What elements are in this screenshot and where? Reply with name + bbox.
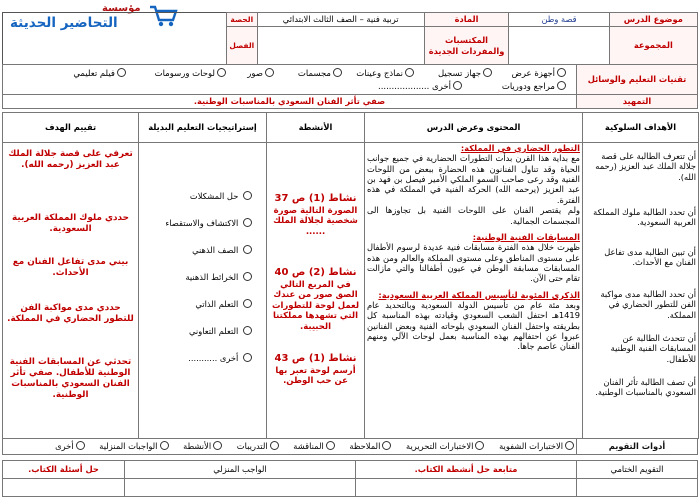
- activities-cell: [267, 143, 365, 439]
- objective-item: أن تتعرف الطالبة على قصة جلالة الملك عبد العزيز (رحمه الله).: [595, 151, 696, 182]
- activity-text: الصورة التالية صورة شخصية لجلالة الملك ......: [273, 205, 358, 237]
- strategy-item[interactable]: أخرى ...........: [141, 345, 252, 372]
- assessment-item: حددي ملوك المملكة العربية السعودية.: [12, 213, 129, 234]
- assessment-item: تعرفي على قصة جلالة الملك عبد العزيز (رحمه الله).: [8, 149, 133, 170]
- strategy-item[interactable]: التعلم التعاوني: [141, 318, 252, 345]
- subject-label: المادة: [424, 13, 509, 27]
- objective-item: أن تحدد الطالبة ملوك المملكة العربية السعودية.: [593, 207, 696, 228]
- tech-option[interactable]: مجسمات: [298, 68, 342, 79]
- objective-item: أن تبين الطالبة مدى تفاعل الفنان مع الأحداث.: [604, 247, 696, 268]
- tech-option[interactable]: صور: [247, 68, 274, 79]
- tech-option[interactable]: جهاز تسجيل: [438, 68, 492, 79]
- activity-text: في المربع التالي الصق صور من عندك لعمل لوحة للتطورات التي تشهدها مملكتنا الحبيبة.: [271, 279, 360, 332]
- content-paragraph-3: ظهرت خلال هذه الفترة مسابقات فنية عديدة لرسوم الأطفال على مستوى المناطق وعلى مستوى المملكة والعالم ومن هذه المسابقات مسابقة الوطن في عيون أطفالنا والتي مازالت تقام حتى الآن.: [367, 242, 580, 284]
- logo-name: التحاضير الحديثة: [10, 15, 118, 31]
- objectives-cell: [583, 143, 699, 439]
- vocab-label: المكتسبات والمفردات الجديدة: [424, 27, 509, 65]
- objective-item: أن تصف الطالبة تأثر الفنان السعودي بالمناسبات الوطنية.: [595, 377, 696, 398]
- header-table: [2, 12, 698, 65]
- evaluation-options: [3, 439, 577, 455]
- strategy-item[interactable]: الخرائط الذهنية: [141, 264, 252, 291]
- evaluation-option[interactable]: التدريبات: [237, 441, 279, 451]
- content-cell: [365, 143, 583, 439]
- evaluation-table: [2, 438, 698, 455]
- tech-option[interactable]: أجهزة عرض: [512, 68, 566, 79]
- assessment-item: تحدثي عن المسابقات الفنية الوطنية للأطفال. صفي تأثر الفنان السعودي بالمناسبات الوطنية.: [9, 357, 132, 400]
- group-label: المجموعة: [609, 27, 697, 65]
- lesson-topic-label: موضوع الدرس: [609, 13, 697, 27]
- activity-title: نشاط (2) ص 40: [274, 267, 357, 278]
- col-activities: الأنشطة: [267, 113, 365, 143]
- content-heading-1: التطور الحضاري في المملكة:: [460, 143, 580, 153]
- tech-options-area: [2, 65, 574, 95]
- objective-item: أن تحدد الطالبة مدى مواكبة الفن للتطور الحضاري في المملكة.: [600, 289, 696, 320]
- strategy-item[interactable]: الصف الذهني: [141, 237, 252, 264]
- class-label: الفصل: [226, 27, 257, 65]
- evaluation-option[interactable]: الملاحظة: [349, 441, 391, 451]
- intro-label: التمهيد: [577, 95, 698, 109]
- final-table: [2, 460, 698, 497]
- activity-title: نشاط (1) ص 43: [274, 353, 357, 364]
- col-content: المحتوى وعرض الدرس: [365, 113, 583, 143]
- objective-item: أن تتحدث الطالبة عن المسابقات الفنية الوطنية للأطفال.: [610, 333, 696, 364]
- tech-option[interactable]: فيلم تعليمي: [73, 68, 126, 79]
- assessment-cell: [3, 143, 139, 439]
- assessment-item: حددي مدى مواكبة الفن للتطور الحضاري في المملكة.: [7, 303, 134, 324]
- lesson-topic-value: قصة وطن: [509, 13, 609, 27]
- activity-text: أرسم لوحة تعبر بها عن حب الوطن.: [275, 365, 356, 387]
- content-paragraph-4: وبعد مئة عام من تأسيس الدولة السعودية وبالتحديد عام 1419هـ احتفل الشعب السعودي وقيادته بهذه المناسبة كل بطريقته واحتفل الفنان السعودي بلوحاته الفنية وبعض الفنانين عبروا عن احتفالهم بهذه المناسبة بعمل لوحات الآلي ومنهم الفنان عاصم جاها.: [367, 300, 580, 352]
- content-heading-3: الذكرى المئوية لتأسيس المملكة العربية السعودية:: [378, 289, 580, 300]
- evaluation-option[interactable]: الاختبارات الشفوية: [499, 441, 574, 451]
- col-strategies: إستراتيجيات التعليم البديلة: [139, 113, 267, 143]
- content-paragraph-1: مع بداية هذا القرن بدأت التطورات الحضارية في جميع جوانب الحياة وقد تناول الفنانون هذه الحضارة ببعض من اللوحات الفنية وقد رعى صاحب السمو الملكي الأمير فيصل بن فهد بن عبد العزيز (يرحمه الله) الحركة الفنية في المملكة في هذه الفترة.: [367, 153, 580, 205]
- evaluation-option[interactable]: الأنشطة: [183, 441, 222, 451]
- strategy-item[interactable]: حل المشكلات: [141, 183, 252, 210]
- final-label: التقويم الختامي: [577, 461, 698, 479]
- evaluation-option[interactable]: أخرى: [55, 441, 85, 451]
- subject-value: تربية فنية – الصف الثالث الابتدائي: [257, 13, 424, 27]
- col-objectives: الأهداف السلوكية: [583, 113, 699, 143]
- col-assessment: تقييم الهدف: [3, 113, 139, 143]
- evaluation-option[interactable]: المناقشة: [293, 441, 334, 451]
- strategies-cell: [139, 143, 267, 439]
- final-value: متابعة حل أنشطة الكتاب.: [356, 461, 577, 479]
- evaluation-option[interactable]: الاختبارات التحريرية: [406, 441, 484, 451]
- activity-title: نشاط (1) ص 37: [274, 193, 357, 204]
- logo-org: مؤسسة: [102, 3, 141, 14]
- homework-value: حل أسئلة الكتاب.: [3, 461, 125, 479]
- tech-option[interactable]: أخرى ...................: [378, 81, 462, 92]
- tech-option[interactable]: مراجع ودوريات: [502, 81, 566, 92]
- tech-option[interactable]: نماذج وعينات: [356, 68, 414, 79]
- content-paragraph-2: ولم يقتصر الفنان على اللوحات الفنية بل تجاوزها الى المجسمات الجمالية.: [367, 205, 580, 226]
- evaluation-label: أدوات التقويم: [577, 439, 698, 455]
- period-label: الحصة: [226, 13, 257, 27]
- tech-label: تقنيات التعليم والوسائل: [577, 65, 698, 95]
- assessment-item: بيني مدى تفاعل الفنان مع الأحداث.: [12, 257, 129, 278]
- tech-option[interactable]: لوحات ورسومات: [155, 68, 226, 79]
- content-heading-2: المسابقات الفنية الوطنية:: [472, 231, 580, 242]
- evaluation-option[interactable]: الواجبات المنزلية: [99, 441, 168, 451]
- intro-text: صفي تأثر الفنان السعودي بالمناسبات الوطنية.: [3, 95, 577, 109]
- strategy-item[interactable]: الاكتشاف والاستقصاء: [141, 210, 252, 237]
- homework-label: الواجب المنزلي: [125, 461, 356, 479]
- strategy-item[interactable]: التعلم الذاتي: [141, 291, 252, 318]
- main-table: [2, 112, 699, 439]
